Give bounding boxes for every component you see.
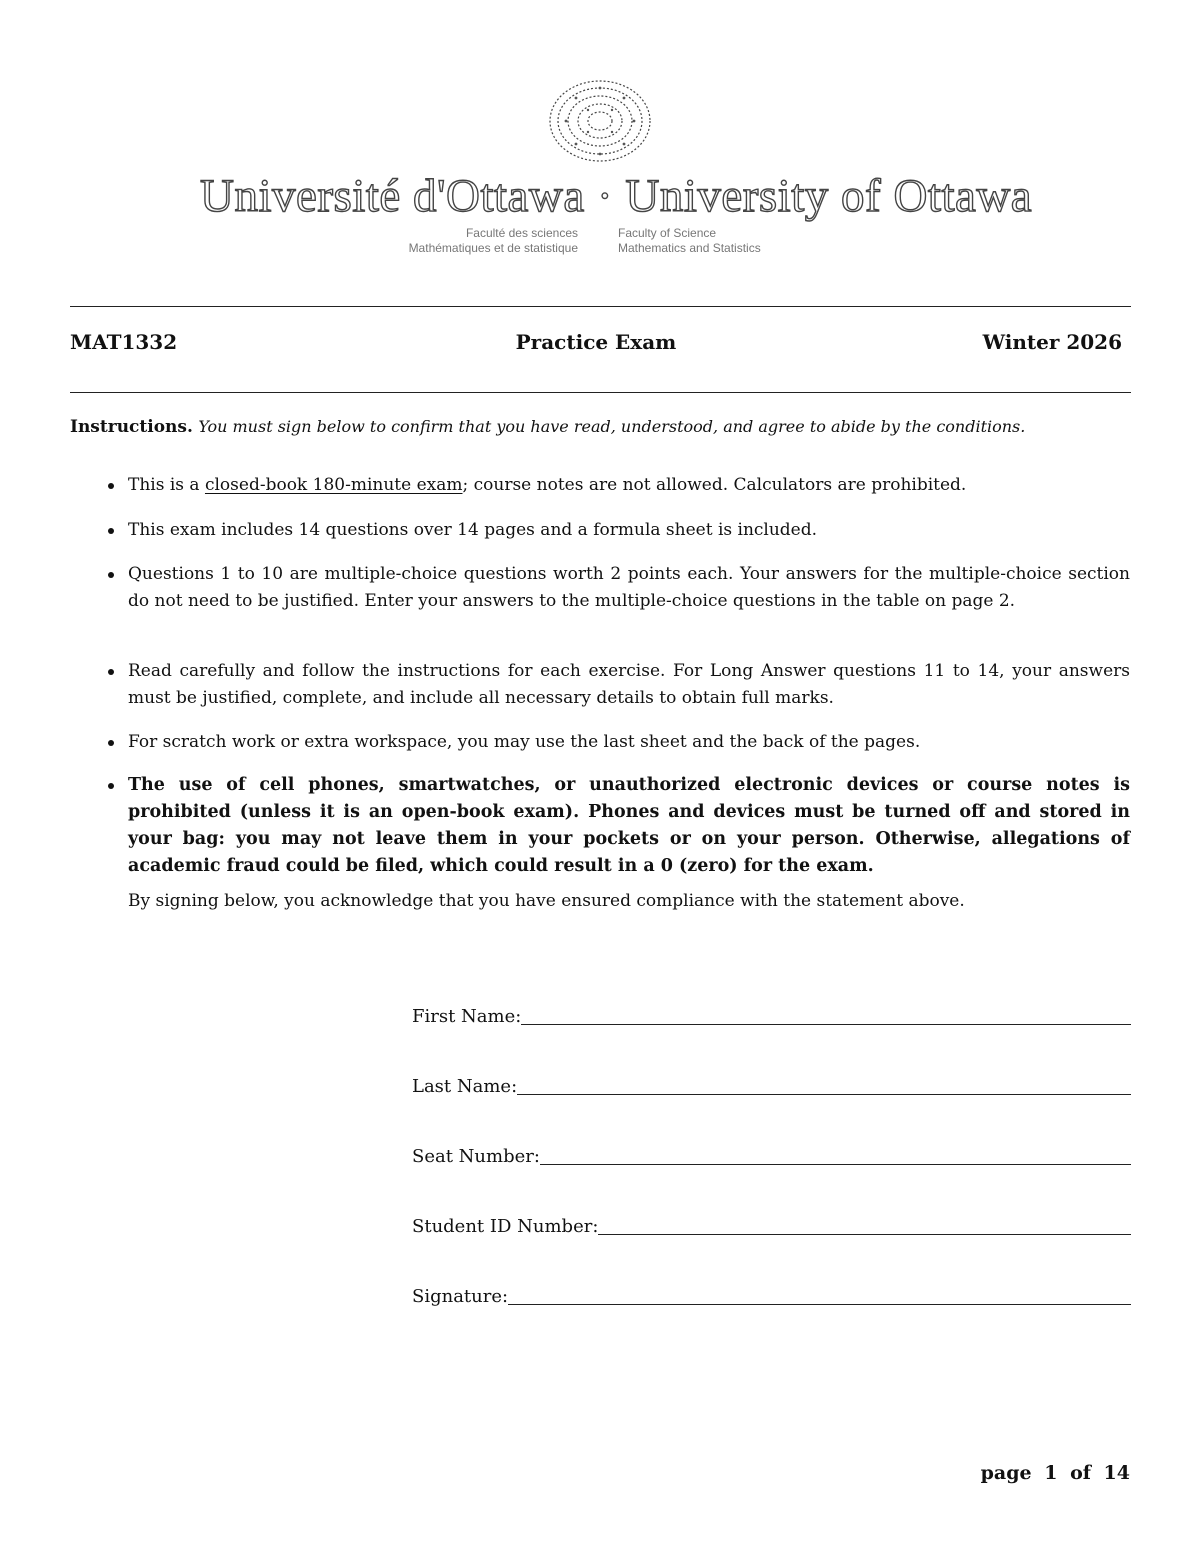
instruction-item: This exam includes 14 questions over 14 pages and a formula sheet is included. <box>128 517 1130 544</box>
last-name-label: Last Name: <box>412 1076 518 1097</box>
course-code: MAT1332 <box>70 330 178 354</box>
seat-number-field[interactable] <box>412 1138 1131 1168</box>
instruction-item: Read carefully and follow the instructions for each exercise. For Long Answer questions 11 to 14, your answers must be justified, complete, and include all necessary details to obtain full marks. <box>128 658 1130 712</box>
header-top-rule <box>70 306 1131 307</box>
university-name: Université d'Ottawa · University of Ottawa <box>200 170 1033 222</box>
faculty-french-line2: Mathématiques et de statistique <box>408 241 578 255</box>
signature-line[interactable] <box>508 1304 1131 1305</box>
page-total: 14 <box>1103 1462 1130 1484</box>
seat-number-label: Seat Number: <box>412 1146 540 1167</box>
signature-label: Signature: <box>412 1286 509 1307</box>
instructions-heading <box>70 414 1132 440</box>
instructions-lead: Instructions. <box>70 417 193 437</box>
instruction-item: Questions 1 to 10 are multiple-choice questions worth 2 points each. Your answers for the multiple-choice section do not need to be justified. Enter your answers to the multiple-choice questions in the table on page 2. <box>128 561 1130 615</box>
page-label: page <box>980 1462 1032 1484</box>
university-logo <box>200 78 1033 268</box>
university-seal-icon <box>546 78 654 164</box>
faculty-french <box>348 226 578 256</box>
instruction-item: For scratch work or extra workspace, you may use the last sheet and the back of the pages. <box>128 729 1130 756</box>
student-id-line[interactable] <box>598 1234 1131 1235</box>
first-name-label: First Name: <box>412 1006 522 1027</box>
faculty-english-line2: Mathematics and Statistics <box>618 241 761 255</box>
student-id-field[interactable] <box>412 1208 1131 1238</box>
student-id-label: Student ID Number: <box>412 1216 599 1237</box>
instruction-item <box>128 472 1130 499</box>
exam-title: Practice Exam <box>515 330 677 354</box>
instruction-item-devices: The use of cell phones, smartwatches, or unauthorized electronic devices or course notes is prohibited (unless it is an open-book exam). Phones and devices must be turned off and stored in your bag: you may not leave them in your pockets or on your person. Otherwise, allegations of academic fraud could be filed, which could result in a 0 (zero) for the exam. <box>128 772 1130 880</box>
signature-field[interactable] <box>412 1278 1131 1308</box>
exam-term: Winter 2026 <box>982 330 1122 354</box>
seat-number-line[interactable] <box>540 1164 1131 1165</box>
page-number <box>975 1462 1130 1484</box>
last-name-field[interactable] <box>412 1068 1131 1098</box>
instruction-text-underlined: closed-book 180-minute exam <box>204 475 463 495</box>
first-name-line[interactable] <box>521 1024 1131 1025</box>
faculty-french-line1: Faculté des sciences <box>465 226 578 240</box>
page-of-label: of <box>1070 1462 1091 1484</box>
last-name-line[interactable] <box>517 1094 1131 1095</box>
first-name-field[interactable] <box>412 998 1131 1028</box>
faculty-english-line1: Faculty of Science <box>618 226 717 240</box>
instructions-text: You must sign below to confirm that you have read, understood, and agree to abide by the conditions. <box>198 417 1026 436</box>
exam-header <box>70 330 1122 358</box>
instruction-text-pre: This is a <box>128 475 205 495</box>
faculty-english <box>618 226 848 256</box>
instruction-text-post: ; course notes are not allowed. Calculators are prohibited. <box>462 475 967 495</box>
page-current: 1 <box>1044 1462 1058 1484</box>
header-bottom-rule <box>70 392 1131 393</box>
acknowledgement-text: By signing below, you acknowledge that you have ensured compliance with the statement above. <box>128 891 965 911</box>
